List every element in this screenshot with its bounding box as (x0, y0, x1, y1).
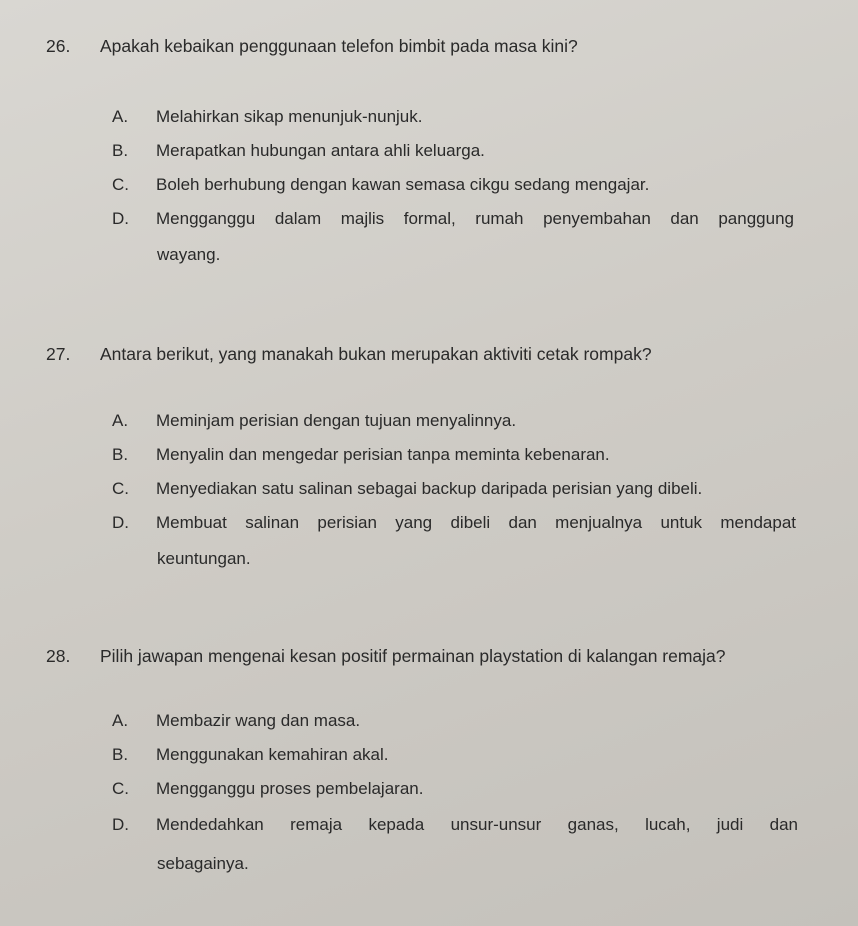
option-d (112, 815, 798, 835)
option-c (112, 479, 702, 499)
option-a (112, 411, 516, 431)
option-b (112, 445, 610, 465)
option-text: Menyalin dan mengedar perisian tanpa meminta kebenaran. (156, 445, 610, 464)
option-text: Mengganggu dalam majlis formal, rumah penyembahan dan panggung (156, 209, 794, 228)
question-number: 26. (46, 36, 71, 56)
question-text: Pilih jawapan mengenai kesan positif permainan playstation di kalangan remaja? (100, 646, 726, 666)
option-letter: B. (112, 445, 129, 464)
option-b (112, 141, 485, 161)
option-b (112, 745, 388, 765)
option-a (112, 107, 422, 127)
option-letter: C. (112, 479, 129, 498)
question-stem (46, 646, 726, 667)
option-letter: B. (112, 141, 129, 160)
option-text: Menggunakan kemahiran akal. (156, 745, 389, 764)
option-c (112, 175, 649, 195)
question-number: 28. (46, 646, 71, 666)
question-stem (46, 36, 578, 57)
question-text: Apakah kebaikan penggunaan telefon bimbit pada masa kini? (100, 36, 578, 56)
question-stem (46, 344, 652, 365)
option-continuation: wayang. (157, 245, 221, 264)
question-text: Antara berikut, yang manakah bukan merupakan aktiviti cetak rompak? (100, 344, 652, 364)
option-continuation: keuntungan. (157, 549, 251, 568)
option-text: Mengganggu proses pembelajaran. (156, 779, 424, 798)
option-text: Mendedahkan remaja kepada unsur-unsur ganas, lucah, judi dan (156, 815, 798, 834)
option-letter: A. (112, 107, 129, 126)
option-letter: C. (112, 779, 129, 798)
option-text: Merapatkan hubungan antara ahli keluarga. (156, 141, 485, 160)
option-d (112, 209, 794, 229)
option-text: Boleh berhubung dengan kawan semasa cikgu sedang mengajar. (156, 175, 650, 194)
option-text: Melahirkan sikap menunjuk-nunjuk. (156, 107, 423, 126)
option-text: Membazir wang dan masa. (156, 711, 361, 730)
option-text: Meminjam perisian dengan tujuan menyalinnya. (156, 411, 517, 430)
option-letter: A. (112, 711, 129, 730)
option-text: Menyediakan satu salinan sebagai backup daripada perisian yang dibeli. (156, 479, 703, 498)
option-letter: A. (112, 411, 129, 430)
question-number: 27. (46, 344, 71, 364)
option-continuation: sebagainya. (157, 854, 249, 873)
option-letter: D. (112, 209, 129, 228)
option-c (112, 779, 423, 799)
option-letter: D. (112, 513, 129, 532)
option-letter: B. (112, 745, 129, 764)
option-letter: D. (112, 815, 129, 834)
option-text: Membuat salinan perisian yang dibeli dan menjualnya untuk mendapat (156, 513, 796, 532)
option-letter: C. (112, 175, 129, 194)
option-d (112, 513, 796, 533)
option-a (112, 711, 360, 731)
